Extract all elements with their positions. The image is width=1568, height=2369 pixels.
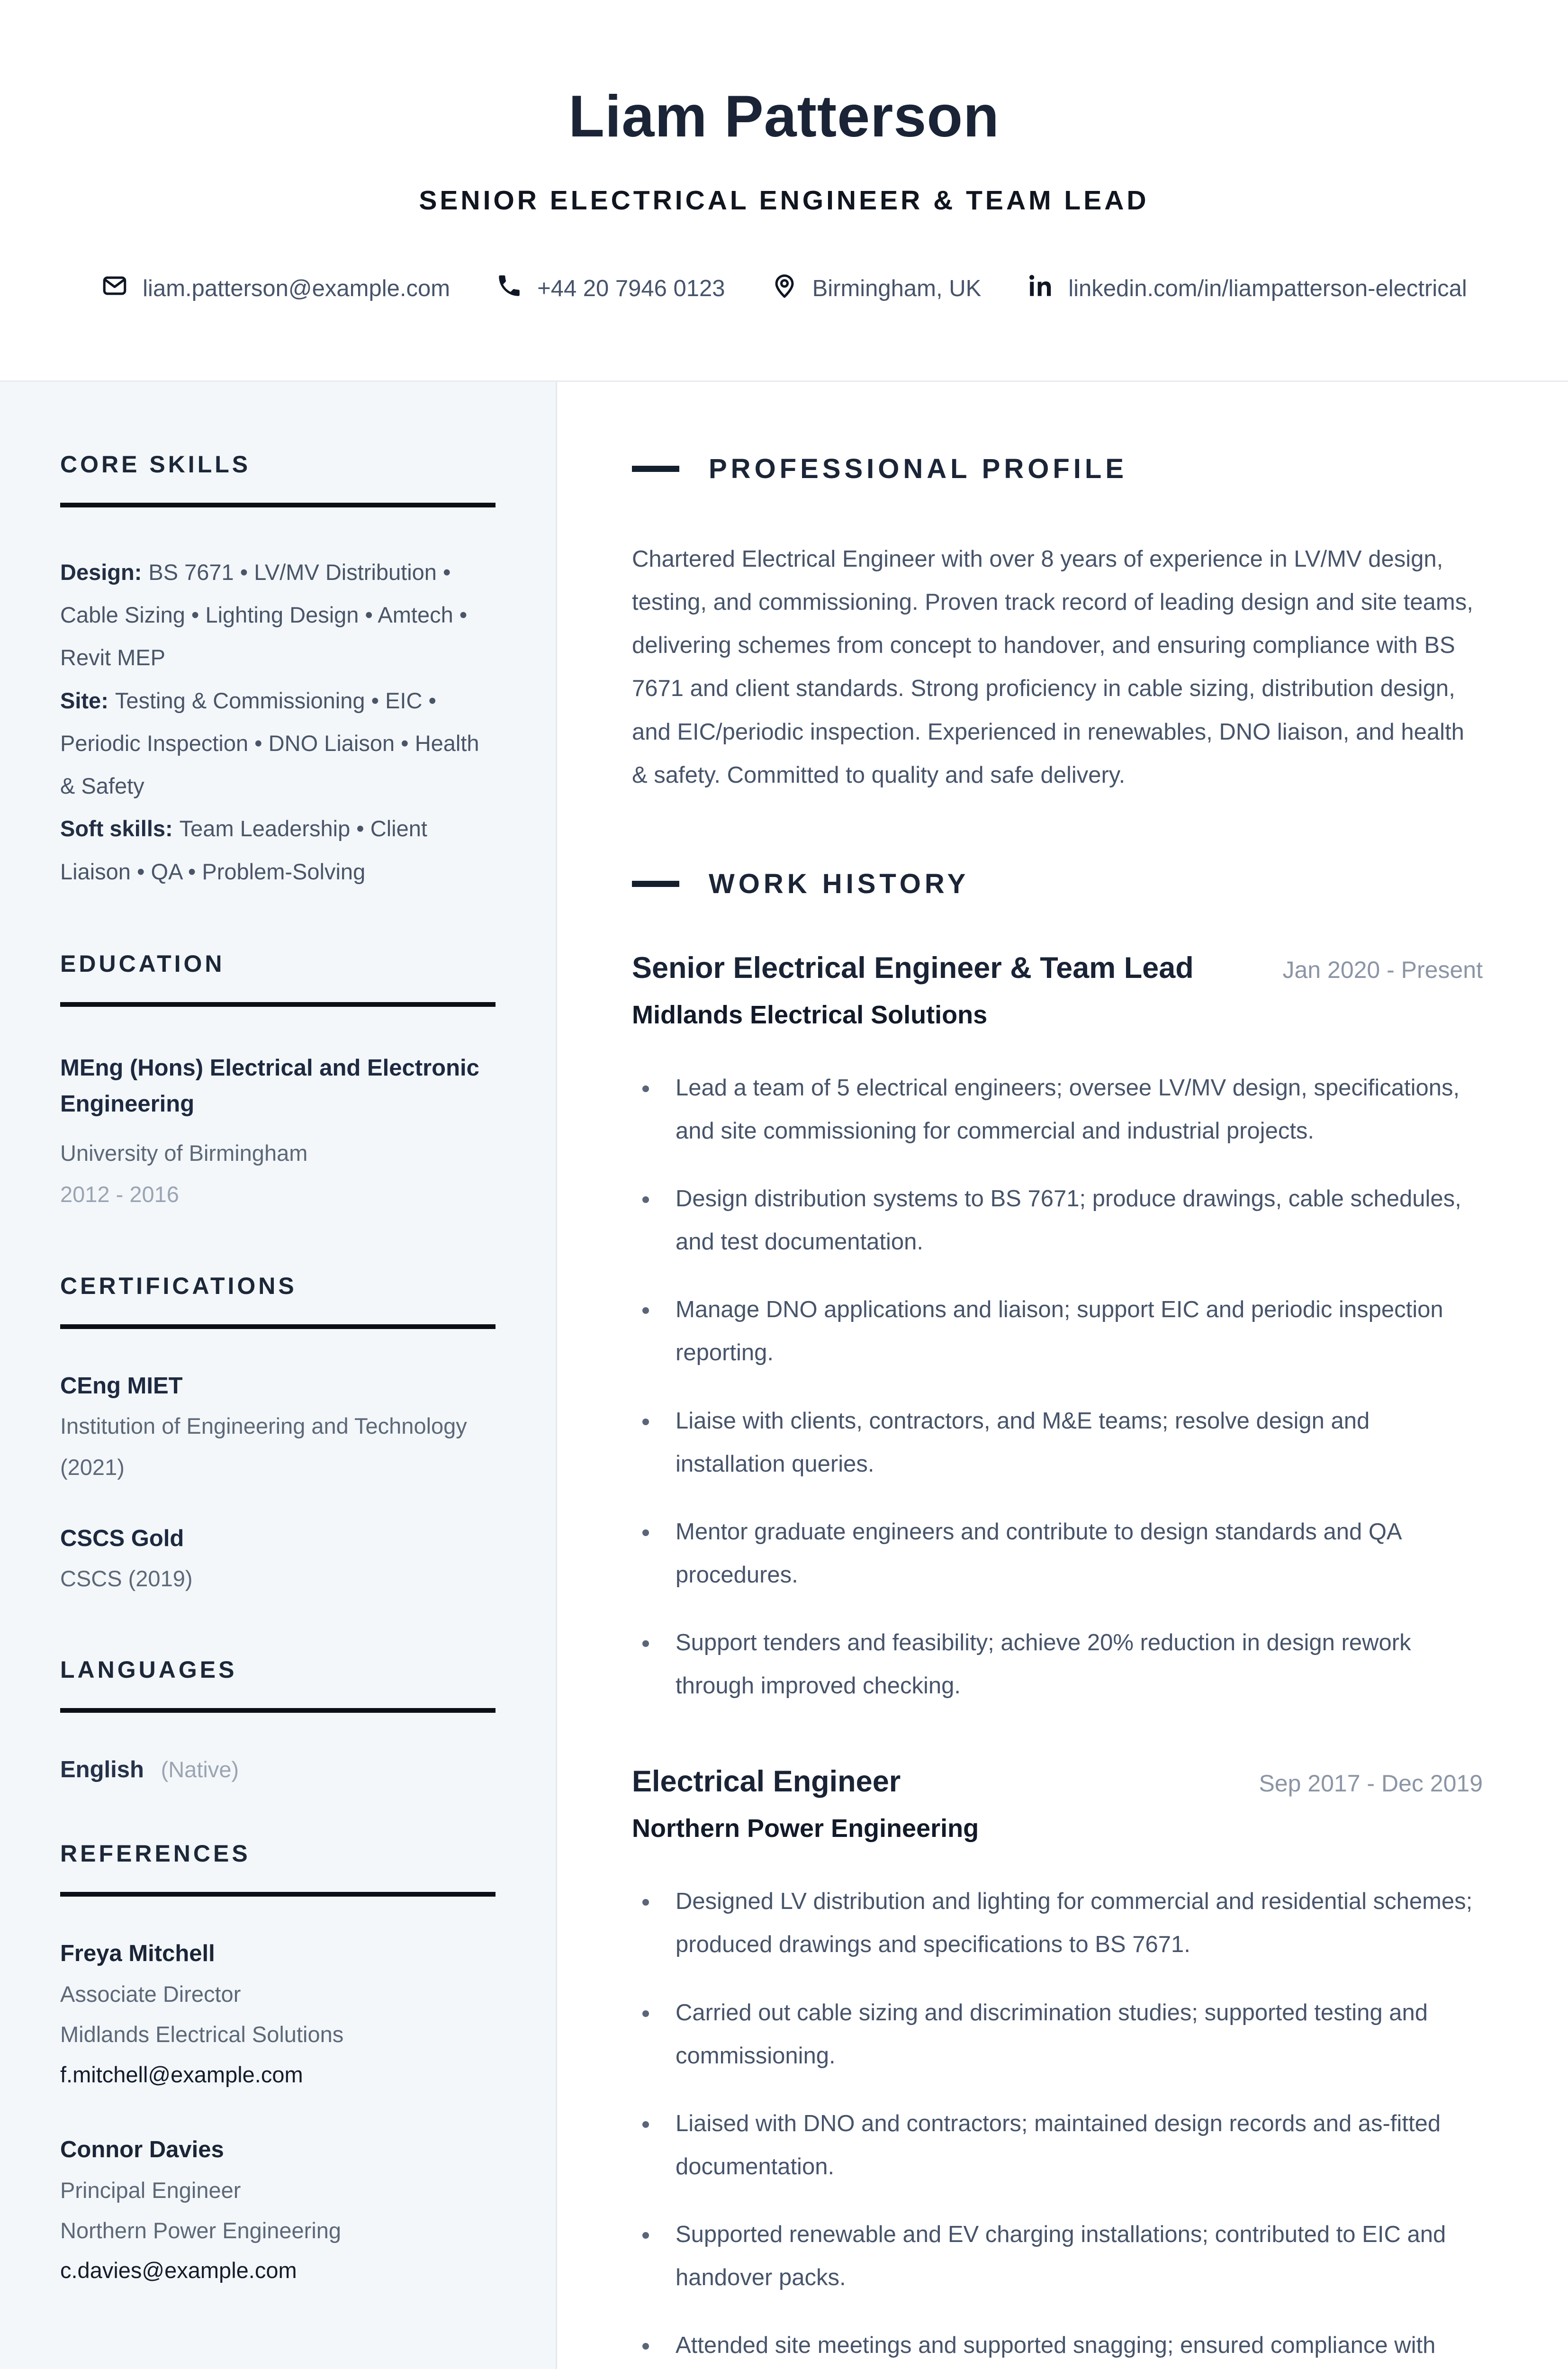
- location-pin-icon: [771, 272, 798, 305]
- bullet-dot-icon: [642, 1307, 649, 1314]
- references-heading: REFERENCES: [60, 1840, 251, 1867]
- resume-body: [0, 382, 1568, 2369]
- bullet-dot-icon: [642, 2010, 649, 2017]
- reference-name: Freya Mitchell: [60, 1941, 215, 1967]
- languages-heading: LANGUAGES: [60, 1656, 237, 1683]
- reference-item: [60, 2136, 496, 2291]
- job-bullet: [632, 2102, 1483, 2188]
- skill-group-design: [60, 551, 496, 679]
- bullet-text: Liaise with clients, contractors, and M&E teams; resolve design and installation queries.: [676, 1408, 1370, 1477]
- section-languages: [60, 1656, 496, 1783]
- bullet-text: Mentor graduate engineers and contribute to design standards and QA procedures.: [676, 1519, 1401, 1588]
- bullet-dot-icon: [642, 1085, 649, 1092]
- bullet-dot-icon: [642, 2232, 649, 2239]
- profile-text: Chartered Electrical Engineer with over 8 years of experience in LV/MV design, testing, and commissioning. Proven track record of leading design and site teams, delivering schemes from concept to handover, and ensuring compliance with BS 7671 and client standards. Strong proficiency in cable sizing, distribution design, and EIC/periodic inspection. Experienced in renewables, DNO liaison, and health & safety. Committed to quality and safe delivery.: [632, 546, 1473, 788]
- reference-role: Associate Director: [60, 1981, 241, 2007]
- sidebar: [0, 382, 557, 2369]
- job-bullet: [632, 1400, 1483, 1486]
- bullet-text: Carried out cable sizing and discrimination studies; supported testing and commissioning.: [676, 1999, 1428, 2069]
- bullet-dot-icon: [642, 2121, 649, 2128]
- certification-name: CEng MIET: [60, 1373, 183, 1399]
- bullet-text: Support tenders and feasibility; achieve 20% reduction in design rework through improved checking.: [676, 1630, 1411, 1699]
- bullet-dot-icon: [642, 1529, 649, 1536]
- job-bullet: [632, 1177, 1483, 1264]
- section-professional-profile: [632, 453, 1483, 797]
- skill-group-site: [60, 679, 496, 808]
- job-bullet: [632, 1067, 1483, 1153]
- candidate-name: Liam Patterson: [568, 84, 1000, 149]
- certification-name: CSCS Gold: [60, 1525, 184, 1551]
- job-bullet: [632, 1621, 1483, 1708]
- skill-group-label: Design:: [60, 560, 142, 585]
- bullet-dot-icon: [642, 1196, 649, 1203]
- section-rule: [60, 503, 496, 507]
- education-years: 2012 - 2016: [60, 1181, 179, 1207]
- section-certifications: [60, 1272, 496, 1600]
- work-history-heading: WORK HISTORY: [709, 868, 970, 899]
- job-entry: [632, 951, 1483, 1708]
- contact-row: [0, 272, 1568, 305]
- bullet-dot-icon: [642, 1899, 649, 1906]
- reference-company: Northern Power Engineering: [60, 2217, 342, 2243]
- job-bullet: [632, 1991, 1483, 2078]
- job-header: [632, 951, 1483, 985]
- skill-group-text: BS 7671 • LV/MV Distribution • Cable Sizing • Lighting Design • Amtech • Revit MEP: [60, 560, 468, 670]
- job-bullet-list: [632, 1067, 1483, 1708]
- work-heading-row: [632, 868, 1483, 900]
- job-bullet: [632, 2324, 1483, 2369]
- reference-email[interactable]: f.mitchell@example.com: [60, 2062, 303, 2087]
- job-company: Northern Power Engineering: [632, 1814, 979, 1843]
- language-item: [60, 1756, 496, 1783]
- job-bullet-list: [632, 1880, 1483, 2369]
- linkedin-icon: [1027, 272, 1054, 305]
- language-name: English: [60, 1757, 144, 1783]
- certification-item: [60, 1373, 496, 1488]
- job-bullet: [632, 2213, 1483, 2299]
- education-school: University of Birmingham: [60, 1140, 308, 1166]
- section-work-history: [632, 868, 1483, 2369]
- section-references: [60, 1840, 496, 2291]
- reference-email[interactable]: c.davies@example.com: [60, 2258, 297, 2283]
- contact-linkedin[interactable]: [1027, 272, 1467, 305]
- bullet-text: Manage DNO applications and liaison; support EIC and periodic inspection reporting.: [676, 1297, 1443, 1366]
- heading-dash: [632, 466, 679, 472]
- job-bullet: [632, 1288, 1483, 1374]
- contact-email[interactable]: [101, 272, 450, 305]
- bullet-dot-icon: [642, 2343, 649, 2350]
- contact-location-text: Birmingham, UK: [812, 275, 982, 301]
- profile-heading: PROFESSIONAL PROFILE: [709, 453, 1128, 484]
- skill-group-label: Site:: [60, 687, 108, 713]
- skill-group-text: Testing & Commissioning • EIC • Periodic Inspection • DNO Liaison • Health & Safety: [60, 687, 479, 799]
- bullet-text: Design distribution systems to BS 7671; produce drawings, cable schedules, and test documentation.: [676, 1186, 1461, 1255]
- section-rule: [60, 1892, 496, 1897]
- skill-group-soft: [60, 807, 496, 893]
- section-core-skills: [60, 451, 496, 893]
- bullet-text: Lead a team of 5 electrical engineers; oversee LV/MV design, specifications, and site commissioning for commercial and industrial projects.: [676, 1075, 1460, 1144]
- language-level: (Native): [161, 1757, 239, 1782]
- skill-group-label: Soft skills:: [60, 816, 173, 841]
- core-skills-heading: CORE SKILLS: [60, 451, 251, 478]
- job-header: [632, 1764, 1483, 1799]
- phone-icon: [496, 272, 523, 305]
- bullet-text: Liaised with DNO and contractors; maintained design records and as-fitted documentation.: [676, 2110, 1441, 2179]
- certification-org: Institution of Engineering and Technology (2021): [60, 1413, 467, 1480]
- reference-item: [60, 1940, 496, 2095]
- education-degree: MEng (Hons) Electrical and Electronic Engineering: [60, 1055, 479, 1117]
- job-company: Midlands Electrical Solutions: [632, 1000, 988, 1029]
- section-education: [60, 950, 496, 1215]
- certification-item: [60, 1525, 496, 1600]
- candidate-title: SENIOR ELECTRICAL ENGINEER & TEAM LEAD: [419, 185, 1149, 216]
- job-bullet: [632, 1880, 1483, 1966]
- resume-header: [0, 0, 1568, 382]
- contact-email-text: liam.patterson@example.com: [143, 275, 451, 301]
- certifications-heading: CERTIFICATIONS: [60, 1272, 297, 1299]
- section-rule: [60, 1708, 496, 1713]
- job-title: Electrical Engineer: [632, 1765, 901, 1799]
- job-dates: Sep 2017 - Dec 2019: [1259, 1770, 1483, 1797]
- job-entry: [632, 1764, 1483, 2369]
- contact-linkedin-text: linkedin.com/in/liampatterson-electrical: [1068, 275, 1467, 301]
- education-heading: EDUCATION: [60, 950, 225, 977]
- reference-name: Connor Davies: [60, 2137, 224, 2163]
- bullet-text: Attended site meetings and supported snagging; ensured compliance with: [676, 2333, 1436, 2359]
- reference-role: Principal Engineer: [60, 2178, 241, 2203]
- bullet-text: Supported renewable and EV charging installations; contributed to EIC and handover packs.: [676, 2222, 1446, 2291]
- job-dates: Jan 2020 - Present: [1282, 956, 1483, 983]
- bullet-text: Designed LV distribution and lighting for commercial and residential schemes; produced drawings and specifications to BS 7671.: [676, 1889, 1473, 1958]
- contact-phone[interactable]: [496, 272, 725, 305]
- contact-location[interactable]: [771, 272, 982, 305]
- bullet-dot-icon: [642, 1419, 649, 1425]
- certification-org: CSCS (2019): [60, 1565, 193, 1591]
- job-bullet: [632, 1510, 1483, 1597]
- section-rule: [60, 1324, 496, 1329]
- skill-group-text: Team Leadership • Client Liaison • QA • Problem-Solving: [60, 816, 427, 884]
- job-title: Senior Electrical Engineer & Team Lead: [632, 951, 1194, 985]
- contact-phone-text: +44 20 7946 0123: [537, 275, 725, 301]
- main-column: [557, 382, 1568, 2369]
- section-rule: [60, 1002, 496, 1007]
- reference-company: Midlands Electrical Solutions: [60, 2022, 344, 2047]
- mail-icon: [101, 272, 128, 305]
- profile-heading-row: [632, 453, 1483, 485]
- bullet-dot-icon: [642, 1640, 649, 1647]
- heading-dash: [632, 881, 679, 887]
